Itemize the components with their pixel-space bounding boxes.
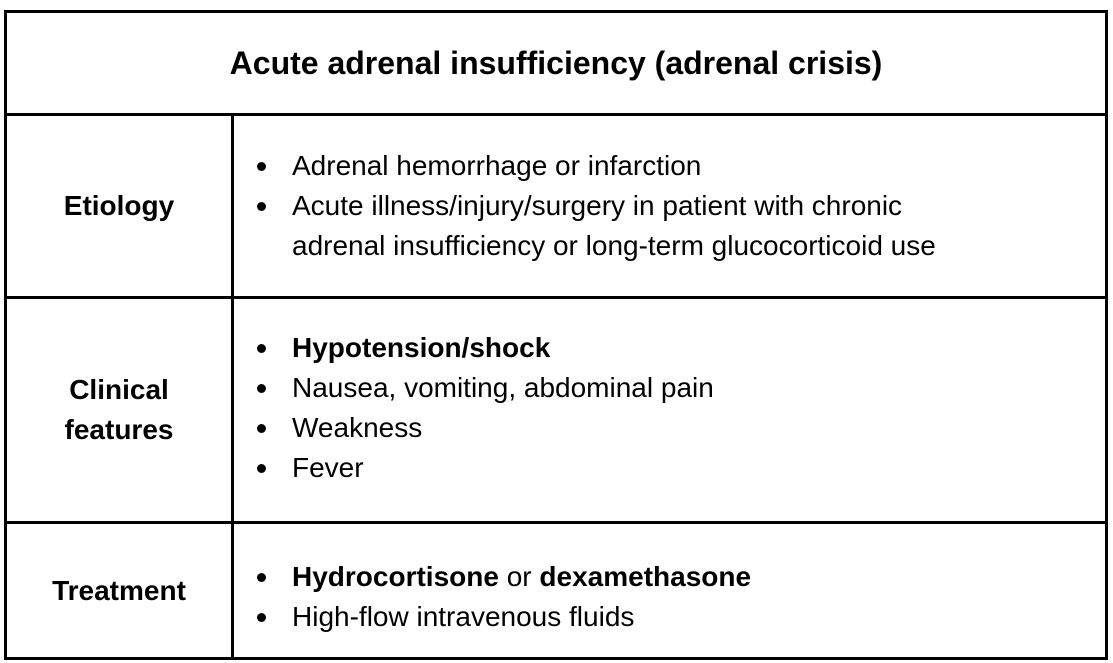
etiology-row bbox=[7, 116, 1105, 299]
clinical-features-label: Clinical features bbox=[7, 299, 234, 521]
treatment-content bbox=[234, 524, 1105, 657]
clinical-features-row bbox=[7, 299, 1105, 524]
list-item: Hydrocortisone or dexamethasone bbox=[234, 557, 751, 597]
list-item-continuation: adrenal insufficiency or long-term glucocorticoid use bbox=[292, 230, 936, 261]
etiology-label: Etiology bbox=[7, 116, 234, 296]
bullet-icon bbox=[257, 424, 266, 433]
treatment-label: Treatment bbox=[7, 524, 234, 657]
clinical-features-list bbox=[234, 328, 714, 488]
list-item: Weakness bbox=[234, 408, 714, 448]
table-title: Acute adrenal insufficiency (adrenal crisis) bbox=[7, 13, 1105, 116]
etiology-content bbox=[234, 116, 1105, 296]
list-item: Adrenal hemorrhage or infarction bbox=[234, 146, 936, 186]
bullet-icon bbox=[257, 464, 266, 473]
bullet-icon bbox=[257, 613, 266, 622]
bullet-icon bbox=[257, 344, 266, 353]
list-item: Nausea, vomiting, abdominal pain bbox=[234, 368, 714, 408]
bullet-icon bbox=[257, 573, 266, 582]
clinical-features-content bbox=[234, 299, 1105, 521]
etiology-list bbox=[234, 146, 936, 266]
bullet-icon bbox=[257, 162, 266, 171]
bullet-icon bbox=[257, 384, 266, 393]
list-item: Acute illness/injury/surgery in patient with chronic bbox=[234, 186, 936, 226]
info-table bbox=[4, 10, 1108, 660]
list-item: High-flow intravenous fluids bbox=[234, 597, 751, 637]
bullet-icon bbox=[257, 202, 266, 211]
treatment-row bbox=[7, 524, 1105, 657]
list-item: Fever bbox=[234, 448, 714, 488]
treatment-list bbox=[234, 557, 751, 637]
list-item: Hypotension/shock bbox=[234, 328, 714, 368]
